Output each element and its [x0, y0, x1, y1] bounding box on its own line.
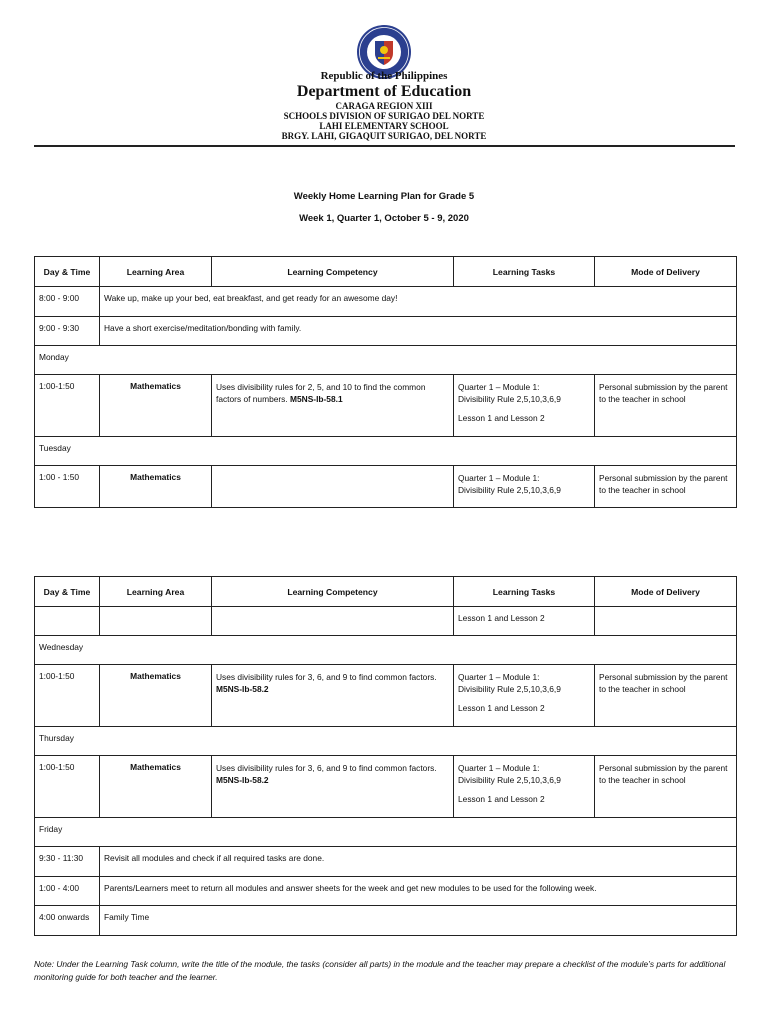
table-row — [35, 877, 737, 906]
mode-cell — [595, 375, 737, 437]
task-rule: Divisibility Rule 2,5,10,3,6,9 — [458, 684, 561, 694]
mode-cell — [595, 466, 737, 508]
plan-table-1 — [34, 256, 737, 508]
header-division: SCHOOLS DIVISION OF SURIGAO DEL NORTE — [283, 111, 485, 121]
col-mode-of-delivery: Mode of Delivery — [595, 577, 737, 607]
competency-cell — [212, 607, 454, 636]
task-rule: Divisibility Rule 2,5,10,3,6,9 — [458, 394, 561, 404]
time-cell: 9:30 - 11:30 — [35, 847, 100, 877]
task-module: Quarter 1 – Module 1: — [458, 473, 540, 483]
learning-area-cell — [100, 607, 212, 636]
competency-code: M5NS-Ib-58.2 — [216, 775, 269, 785]
activity-cell: Wake up, make up your bed, eat breakfast, and get ready for an awesome day! — [100, 287, 737, 317]
col-day-time: Day & Time — [35, 577, 100, 607]
table-row — [35, 375, 737, 437]
activity-cell: Revisit all modules and check if all required tasks are done. — [100, 847, 737, 877]
day-label: Monday — [35, 346, 737, 375]
time-cell: 1:00-1:50 — [35, 375, 100, 437]
task-lesson: Lesson 1 and Lesson 2 — [458, 413, 545, 423]
tasks-cell — [454, 756, 595, 818]
header-republic: Republic of the Philippines — [320, 70, 448, 82]
day-row-wednesday — [35, 636, 737, 665]
mode-text: Personal submission by the parent to the teacher in school — [599, 672, 728, 694]
mode-text: Personal submission by the parent to the teacher in school — [599, 763, 728, 785]
task-lesson: Lesson 1 and Lesson 2 — [458, 794, 545, 804]
table-header-row — [35, 257, 737, 287]
competency-cell — [212, 665, 454, 727]
day-row-monday — [35, 346, 737, 375]
table-row — [35, 466, 737, 508]
time-cell: 9:00 - 9:30 — [35, 317, 100, 346]
table-header-row — [35, 577, 737, 607]
activity-cell: Have a short exercise/meditation/bonding with family. — [100, 317, 737, 346]
day-row-friday — [35, 818, 737, 847]
time-cell: 1:00-1:50 — [35, 756, 100, 818]
task-rule: Divisibility Rule 2,5,10,3,6,9 — [458, 485, 561, 495]
time-cell: 1:00 - 4:00 — [35, 877, 100, 906]
col-learning-area: Learning Area — [100, 257, 212, 287]
header-region: CARAGA REGION XIII — [335, 101, 433, 111]
table-row — [35, 287, 737, 317]
learning-area-cell: Mathematics — [100, 466, 212, 508]
day-label: Wednesday — [35, 636, 737, 665]
competency-cell — [212, 466, 454, 508]
col-day-time: Day & Time — [35, 257, 100, 287]
col-learning-area: Learning Area — [100, 577, 212, 607]
competency-code: M5NS-Ib-58.1 — [290, 394, 343, 404]
table-row — [35, 906, 737, 936]
tasks-cell — [454, 665, 595, 727]
day-label: Tuesday — [35, 437, 737, 466]
header-school: LAHI ELEMENTARY SCHOOL — [319, 121, 449, 131]
table-row — [35, 607, 737, 636]
mode-cell — [595, 756, 737, 818]
task-module: Quarter 1 – Module 1: — [458, 382, 540, 392]
learning-area-cell: Mathematics — [100, 756, 212, 818]
tasks-cell — [454, 466, 595, 508]
time-cell — [35, 607, 100, 636]
footer-note: Note: Under the Learning Task column, write the title of the module, the tasks (consider all parts) in the module and the teacher may prepare a checklist of the module’s parts for additional monitoring guide for both teacher and the learner. — [34, 959, 726, 982]
col-learning-competency: Learning Competency — [212, 257, 454, 287]
col-mode-of-delivery: Mode of Delivery — [595, 257, 737, 287]
mode-text: Personal submission by the parent to the teacher in school — [599, 473, 728, 495]
competency-cell — [212, 375, 454, 437]
header-department: Department of Education — [296, 83, 472, 100]
competency-text: Uses divisibility rules for 2, 5, and 10 to find the common factors of numbers. — [216, 382, 426, 404]
col-learning-tasks: Learning Tasks — [454, 577, 595, 607]
time-cell: 1:00 - 1:50 — [35, 466, 100, 508]
task-lesson: Lesson 1 and Lesson 2 — [458, 703, 545, 713]
competency-text: Uses divisibility rules for 3, 6, and 9 to find common factors. — [216, 763, 437, 773]
header-divider — [34, 145, 735, 147]
table-row — [35, 665, 737, 727]
col-learning-tasks: Learning Tasks — [454, 257, 595, 287]
mode-cell — [595, 665, 737, 727]
tasks-cell — [454, 375, 595, 437]
activity-cell: Parents/Learners meet to return all modules and answer sheets for the week and get new modules to be used for the following week. — [100, 877, 737, 906]
time-cell: 4:00 onwards — [35, 906, 100, 936]
learning-area-cell: Mathematics — [100, 375, 212, 437]
plan-week: Week 1, Quarter 1, October 5 - 9, 2020 — [299, 213, 469, 224]
task-module: Quarter 1 – Module 1: — [458, 763, 540, 773]
learning-area-cell: Mathematics — [100, 665, 212, 727]
time-cell: 1:00-1:50 — [35, 665, 100, 727]
header-address: BRGY. LAHI, GIGAQUIT SURIGAO, DEL NORTE — [281, 131, 487, 141]
day-row-thursday — [35, 727, 737, 756]
task-module: Quarter 1 – Module 1: — [458, 672, 540, 682]
col-learning-competency: Learning Competency — [212, 577, 454, 607]
activity-cell: Family Time — [100, 906, 737, 936]
plan-title: Weekly Home Learning Plan for Grade 5 — [293, 191, 475, 202]
table-row — [35, 847, 737, 877]
plan-table-2 — [34, 576, 737, 936]
task-rule: Divisibility Rule 2,5,10,3,6,9 — [458, 775, 561, 785]
table-row — [35, 317, 737, 346]
competency-code: M5NS-Ib-58.2 — [216, 684, 269, 694]
day-label: Thursday — [35, 727, 737, 756]
competency-cell — [212, 756, 454, 818]
mode-text: Personal submission by the parent to the teacher in school — [599, 382, 728, 404]
day-label: Friday — [35, 818, 737, 847]
table-row — [35, 756, 737, 818]
time-cell: 8:00 - 9:00 — [35, 287, 100, 317]
competency-text: Uses divisibility rules for 3, 6, and 9 to find common factors. — [216, 672, 437, 682]
day-row-tuesday — [35, 437, 737, 466]
tasks-cell: Lesson 1 and Lesson 2 — [454, 607, 595, 636]
mode-cell — [595, 607, 737, 636]
